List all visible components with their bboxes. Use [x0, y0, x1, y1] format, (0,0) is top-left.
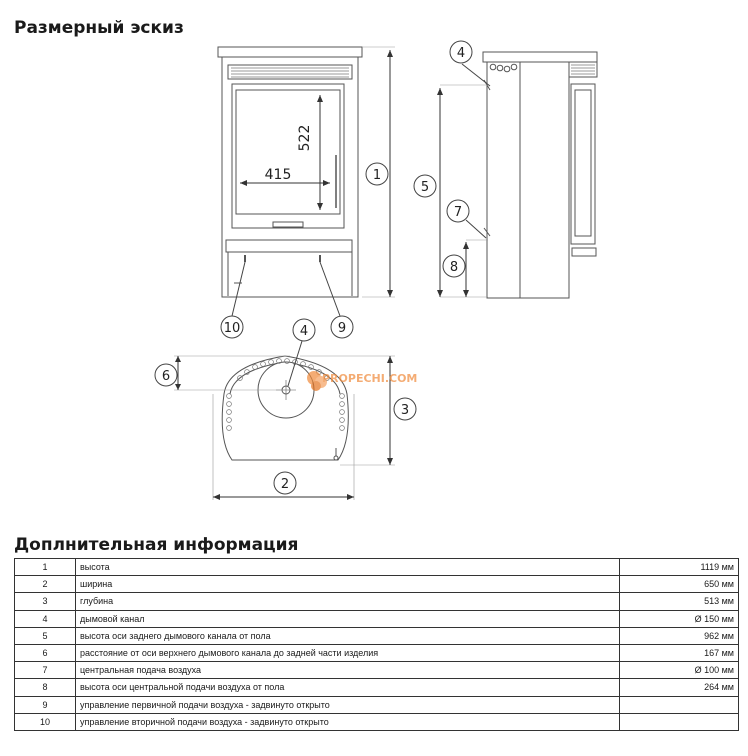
watermark-text: PROPECHI.COM [322, 372, 418, 385]
table-row [15, 679, 739, 696]
spec-name: дымовой канал [76, 610, 620, 627]
sketch-title: Размерный эскиз [14, 18, 184, 38]
callout-2-label: 2 [280, 477, 290, 492]
spec-number: 7 [15, 662, 76, 679]
spec-value: 1119 мм [620, 559, 739, 576]
spec-name: центральная подача воздуха [76, 662, 620, 679]
table-row [15, 713, 739, 730]
spec-value [620, 696, 739, 713]
callout-10-label: 10 [223, 321, 241, 336]
spec-value: 513 мм [620, 593, 739, 610]
spec-number: 4 [15, 610, 76, 627]
spec-name: ширина [76, 576, 620, 593]
front-width-label: 415 [264, 167, 292, 183]
callout-8-label: 8 [449, 260, 459, 275]
spec-name: глубина [76, 593, 620, 610]
callout-9-label: 9 [337, 321, 347, 336]
table-row [15, 610, 739, 627]
spec-number: 6 [15, 644, 76, 661]
spec-value: 167 мм [620, 644, 739, 661]
spec-number: 5 [15, 627, 76, 644]
front-height-label: 522 [297, 124, 313, 152]
spec-value: Ø 100 мм [620, 662, 739, 679]
spec-number: 10 [15, 713, 76, 730]
table-row [15, 696, 739, 713]
spec-value [620, 713, 739, 730]
spec-name: высота оси центральной подачи воздуха от пола [76, 679, 620, 696]
spec-number: 9 [15, 696, 76, 713]
spec-value: 650 мм [620, 576, 739, 593]
spec-number: 3 [15, 593, 76, 610]
callout-5-label: 5 [420, 180, 430, 195]
table-row [15, 644, 739, 661]
table-row [15, 593, 739, 610]
spec-value: Ø 150 мм [620, 610, 739, 627]
spec-name: управление вторичной подачи воздуха - задвинуто открыто [76, 713, 620, 730]
table-row [15, 576, 739, 593]
spec-value: 962 мм [620, 627, 739, 644]
callout-4-side-label: 4 [456, 46, 466, 61]
info-title: Доплнительная информация [14, 535, 299, 555]
spec-number: 2 [15, 576, 76, 593]
callout-7-label: 7 [453, 205, 463, 220]
spec-table [14, 558, 739, 731]
spec-number: 8 [15, 679, 76, 696]
table-row [15, 559, 739, 576]
spec-number: 1 [15, 559, 76, 576]
callout-3-label: 3 [400, 403, 410, 418]
callout-4-top-label: 4 [299, 324, 309, 339]
spec-name: управление первичной подачи воздуха - задвинуто открыто [76, 696, 620, 713]
table-row [15, 662, 739, 679]
spec-value: 264 мм [620, 679, 739, 696]
spec-name: высота [76, 559, 620, 576]
spec-name: расстояние от оси верхнего дымового канала до задней части изделия [76, 644, 620, 661]
table-row [15, 627, 739, 644]
callout-1-label: 1 [372, 168, 382, 183]
spec-name: высота оси заднего дымового канала от пола [76, 627, 620, 644]
callout-6-label: 6 [161, 369, 171, 384]
